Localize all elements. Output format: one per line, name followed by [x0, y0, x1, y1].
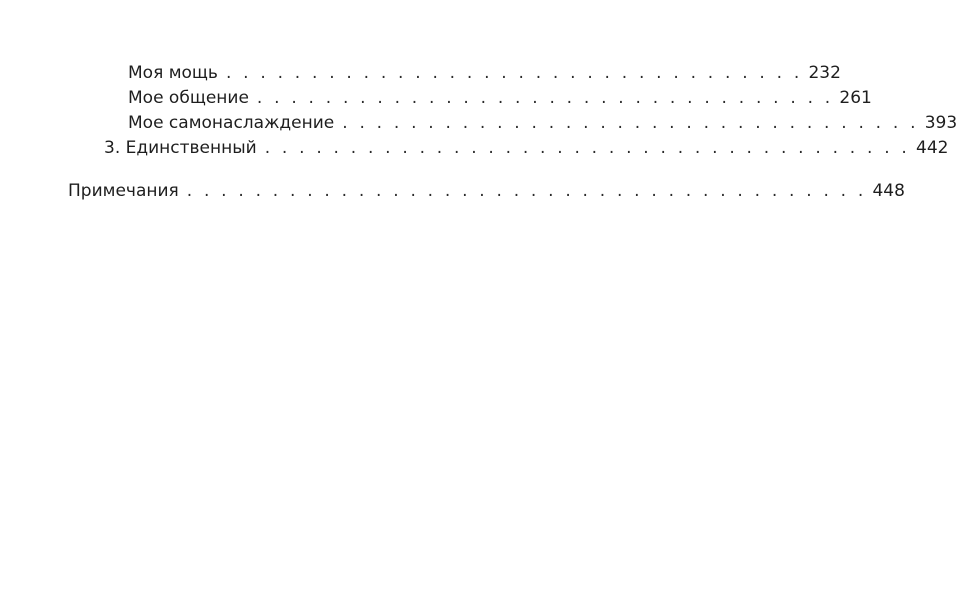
toc-entry-title: Мое самонаслаждение — [128, 113, 335, 133]
toc-entry — [68, 180, 905, 202]
toc-entry-title: Моя мощь — [128, 63, 218, 83]
toc-page-number: 232 — [808, 63, 841, 83]
toc-page-number: 393 — [924, 113, 957, 133]
toc-entry — [128, 62, 841, 84]
toc-entry — [104, 137, 949, 159]
toc-page-number: 442 — [916, 138, 949, 158]
toc-entry — [128, 112, 957, 134]
toc-leader-dots: . . . . . . . . . . . . . . . . . . . . . . . . . . . . . . . . . . — [342, 113, 919, 133]
toc-entry — [128, 87, 872, 109]
toc-entry-title: 3. Единственный — [104, 138, 257, 158]
toc-leader-dots: . . . . . . . . . . . . . . . . . . . . . . . . . . . . . . . . . . — [256, 88, 834, 108]
toc-entry-title: Мое общение — [128, 88, 249, 108]
toc-page-number: 261 — [839, 88, 872, 108]
toc-page-number: 448 — [872, 181, 905, 201]
show-through-background — [40, 150, 640, 590]
toc-leader-dots: . . . . . . . . . . . . . . . . . . . . . . . . . . . . . . . . . . — [225, 63, 803, 83]
toc-entry-title: Примечания — [68, 181, 179, 201]
toc-leader-dots: . . . . . . . . . . . . . . . . . . . . . . . . . . . . . . . . . . . . . . . . — [186, 181, 867, 201]
toc-leader-dots: . . . . . . . . . . . . . . . . . . . . . . . . . . . . . . . . . . . . . . — [264, 138, 911, 158]
